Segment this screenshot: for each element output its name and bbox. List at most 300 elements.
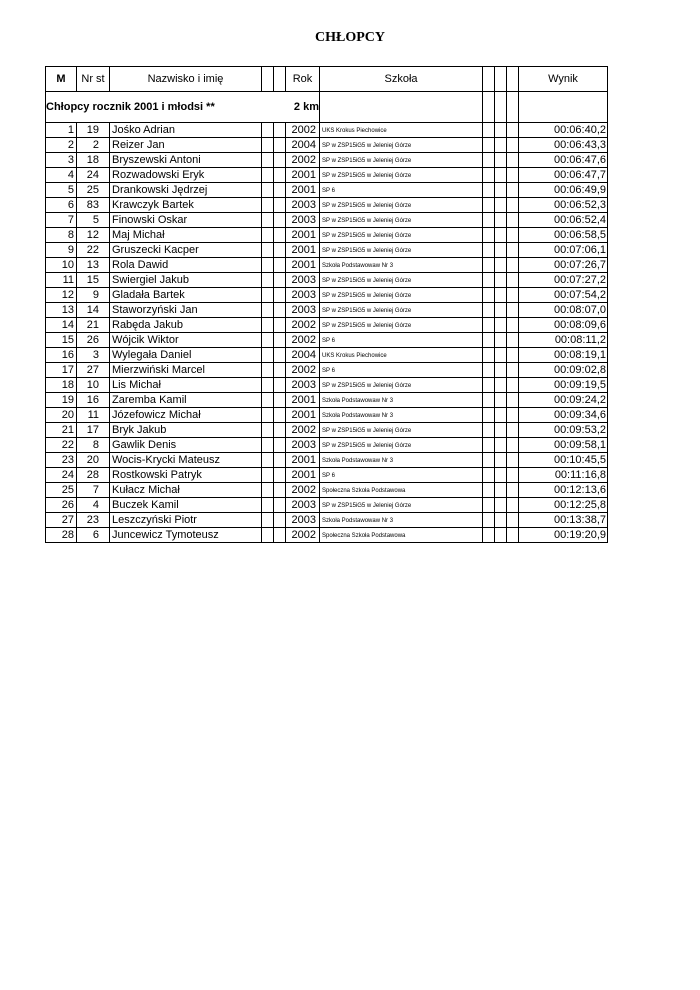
empty-cell	[262, 483, 274, 498]
empty-cell	[274, 408, 286, 423]
empty-cell	[507, 423, 519, 438]
result-cell: 00:08:11,2	[519, 333, 608, 348]
empty-cell	[262, 288, 274, 303]
school-cell: SP 6	[320, 333, 483, 348]
empty-cell	[495, 378, 507, 393]
result-cell: 00:09:02,8	[519, 363, 608, 378]
empty-cell	[274, 453, 286, 468]
empty-cell	[495, 198, 507, 213]
year-cell: 2001	[286, 228, 320, 243]
empty-cell	[507, 67, 519, 92]
empty-cell	[274, 498, 286, 513]
category-distance: 2 km	[286, 92, 320, 123]
place-cell: 18	[46, 378, 77, 393]
empty-cell	[483, 183, 495, 198]
place-cell: 7	[46, 213, 77, 228]
empty-cell	[507, 92, 519, 123]
result-cell: 00:07:06,1	[519, 243, 608, 258]
start-number-cell: 24	[77, 168, 110, 183]
empty-cell	[483, 483, 495, 498]
result-cell: 00:06:47,6	[519, 153, 608, 168]
empty-cell	[483, 138, 495, 153]
empty-cell	[507, 468, 519, 483]
name-cell: Wylegała Daniel	[110, 348, 262, 363]
empty-cell	[495, 348, 507, 363]
empty-cell	[507, 213, 519, 228]
empty-cell	[483, 92, 495, 123]
empty-cell	[262, 198, 274, 213]
name-cell: Rostkowski Patryk	[110, 468, 262, 483]
empty-cell	[262, 498, 274, 513]
page-title: CHŁOPCY	[315, 30, 385, 45]
empty-cell	[483, 288, 495, 303]
empty-cell	[274, 153, 286, 168]
place-cell: 24	[46, 468, 77, 483]
name-cell: Jośko Adrian	[110, 123, 262, 138]
name-cell: Józefowicz Michał	[110, 408, 262, 423]
empty-cell	[495, 333, 507, 348]
empty-cell	[495, 258, 507, 273]
empty-cell	[262, 408, 274, 423]
result-cell: 00:06:47,7	[519, 168, 608, 183]
school-cell: SP 6	[320, 468, 483, 483]
empty-cell	[274, 333, 286, 348]
empty-cell	[495, 468, 507, 483]
school-cell: SP w ZSP15iG5 w Jeleniej Górze	[320, 378, 483, 393]
empty-cell	[262, 438, 274, 453]
result-cell: 00:06:43,3	[519, 138, 608, 153]
start-number-cell: 19	[77, 123, 110, 138]
empty-cell	[507, 408, 519, 423]
table-row	[46, 483, 608, 498]
place-cell: 13	[46, 303, 77, 318]
name-cell: Rozwadowski Eryk	[110, 168, 262, 183]
empty-cell	[507, 438, 519, 453]
start-number-cell: 26	[77, 333, 110, 348]
empty-cell	[274, 288, 286, 303]
empty-cell	[507, 243, 519, 258]
start-number-cell: 18	[77, 153, 110, 168]
result-cell: 00:09:19,5	[519, 378, 608, 393]
empty-cell	[262, 273, 274, 288]
table-row	[46, 153, 608, 168]
empty-cell	[483, 453, 495, 468]
empty-cell	[519, 92, 608, 123]
empty-cell	[274, 123, 286, 138]
school-cell: UKS Krokus Piechowice	[320, 123, 483, 138]
place-cell: 14	[46, 318, 77, 333]
empty-cell	[483, 393, 495, 408]
table-row	[46, 168, 608, 183]
empty-cell	[274, 198, 286, 213]
empty-cell	[495, 92, 507, 123]
empty-cell	[507, 393, 519, 408]
school-cell: SP w ZSP15iG5 w Jeleniej Górze	[320, 273, 483, 288]
result-cell: 00:08:07,0	[519, 303, 608, 318]
table-row	[46, 318, 608, 333]
place-cell: 1	[46, 123, 77, 138]
place-cell: 27	[46, 513, 77, 528]
empty-cell	[262, 258, 274, 273]
header-name: Nazwisko i imię	[110, 67, 262, 92]
start-number-cell: 11	[77, 408, 110, 423]
empty-cell	[274, 438, 286, 453]
table-row	[46, 453, 608, 468]
year-cell: 2002	[286, 123, 320, 138]
empty-cell	[262, 468, 274, 483]
result-cell: 00:13:38,7	[519, 513, 608, 528]
empty-cell	[495, 393, 507, 408]
empty-cell	[262, 183, 274, 198]
school-cell: Szkoła Podstawowaw Nr 3	[320, 513, 483, 528]
place-cell: 25	[46, 483, 77, 498]
empty-cell	[495, 273, 507, 288]
table-row	[46, 378, 608, 393]
table-row	[46, 468, 608, 483]
name-cell: Kułacz Michał	[110, 483, 262, 498]
empty-cell	[495, 498, 507, 513]
start-number-cell: 3	[77, 348, 110, 363]
result-cell: 00:09:24,2	[519, 393, 608, 408]
empty-cell	[483, 168, 495, 183]
school-cell: SP w ZSP15iG5 w Jeleniej Górze	[320, 318, 483, 333]
name-cell: Zaremba Kamil	[110, 393, 262, 408]
year-cell: 2004	[286, 348, 320, 363]
table-row	[46, 198, 608, 213]
start-number-cell: 15	[77, 273, 110, 288]
empty-cell	[483, 348, 495, 363]
empty-cell	[507, 168, 519, 183]
name-cell: Krawczyk Bartek	[110, 198, 262, 213]
place-cell: 19	[46, 393, 77, 408]
name-cell: Rola Dawid	[110, 258, 262, 273]
year-cell: 2002	[286, 333, 320, 348]
empty-cell	[274, 528, 286, 543]
result-cell: 00:06:40,2	[519, 123, 608, 138]
name-cell: Mierzwiński Marcel	[110, 363, 262, 378]
place-cell: 21	[46, 423, 77, 438]
table-row	[46, 498, 608, 513]
school-cell: SP w ZSP15iG5 w Jeleniej Górze	[320, 303, 483, 318]
name-cell: Finowski Oskar	[110, 213, 262, 228]
place-cell: 11	[46, 273, 77, 288]
empty-cell	[274, 228, 286, 243]
empty-cell	[262, 513, 274, 528]
start-number-cell: 17	[77, 423, 110, 438]
empty-cell	[483, 228, 495, 243]
year-cell: 2002	[286, 423, 320, 438]
empty-cell	[507, 273, 519, 288]
place-cell: 16	[46, 348, 77, 363]
school-cell: Szkoła Podstawowaw Nr 3	[320, 453, 483, 468]
start-number-cell: 20	[77, 453, 110, 468]
year-cell: 2003	[286, 303, 320, 318]
empty-cell	[262, 228, 274, 243]
empty-cell	[483, 198, 495, 213]
empty-cell	[262, 423, 274, 438]
empty-cell	[483, 243, 495, 258]
start-number-cell: 6	[77, 528, 110, 543]
empty-cell	[495, 67, 507, 92]
year-cell: 2004	[286, 138, 320, 153]
empty-cell	[483, 213, 495, 228]
place-cell: 15	[46, 333, 77, 348]
year-cell: 2002	[286, 483, 320, 498]
empty-cell	[495, 243, 507, 258]
empty-cell	[495, 483, 507, 498]
result-cell: 00:12:13,6	[519, 483, 608, 498]
empty-cell	[262, 67, 274, 92]
result-cell: 00:08:19,1	[519, 348, 608, 363]
place-cell: 5	[46, 183, 77, 198]
empty-cell	[507, 363, 519, 378]
school-cell: Szkoła Podstawowaw Nr 3	[320, 258, 483, 273]
year-cell: 2003	[286, 213, 320, 228]
empty-cell	[262, 168, 274, 183]
empty-cell	[495, 513, 507, 528]
empty-cell	[507, 183, 519, 198]
place-cell: 2	[46, 138, 77, 153]
empty-cell	[507, 153, 519, 168]
empty-cell	[262, 123, 274, 138]
result-cell: 00:09:34,6	[519, 408, 608, 423]
table-row	[46, 213, 608, 228]
name-cell: Maj Michał	[110, 228, 262, 243]
name-cell: Swiergiel Jakub	[110, 273, 262, 288]
place-cell: 23	[46, 453, 77, 468]
start-number-cell: 27	[77, 363, 110, 378]
empty-cell	[262, 363, 274, 378]
category-row	[46, 92, 608, 123]
empty-cell	[262, 153, 274, 168]
header-school: Szkoła	[320, 67, 483, 92]
year-cell: 2002	[286, 153, 320, 168]
name-cell: Lis Michał	[110, 378, 262, 393]
year-cell: 2002	[286, 363, 320, 378]
empty-cell	[274, 483, 286, 498]
start-number-cell: 5	[77, 213, 110, 228]
school-cell: Szkoła Podstawowaw Nr 3	[320, 408, 483, 423]
name-cell: Gruszecki Kacper	[110, 243, 262, 258]
start-number-cell: 9	[77, 288, 110, 303]
name-cell: Gawlik Denis	[110, 438, 262, 453]
empty-cell	[274, 423, 286, 438]
place-cell: 3	[46, 153, 77, 168]
table-row	[46, 408, 608, 423]
year-cell: 2003	[286, 378, 320, 393]
empty-cell	[507, 483, 519, 498]
empty-cell	[483, 378, 495, 393]
empty-cell	[274, 213, 286, 228]
year-cell: 2001	[286, 408, 320, 423]
empty-cell	[262, 378, 274, 393]
year-cell: 2003	[286, 198, 320, 213]
empty-cell	[495, 528, 507, 543]
year-cell: 2001	[286, 453, 320, 468]
table-row	[46, 348, 608, 363]
year-cell: 2001	[286, 243, 320, 258]
name-cell: Drankowski Jędrzej	[110, 183, 262, 198]
school-cell: SP w ZSP15iG5 w Jeleniej Górze	[320, 198, 483, 213]
name-cell: Wójcik Wiktor	[110, 333, 262, 348]
empty-cell	[483, 303, 495, 318]
school-cell: Społeczna Szkoła Podstawowa	[320, 483, 483, 498]
start-number-cell: 22	[77, 243, 110, 258]
empty-cell	[483, 438, 495, 453]
empty-cell	[507, 348, 519, 363]
result-cell: 00:06:52,4	[519, 213, 608, 228]
empty-cell	[262, 213, 274, 228]
empty-cell	[483, 423, 495, 438]
result-cell: 00:07:54,2	[519, 288, 608, 303]
empty-cell	[274, 318, 286, 333]
result-cell: 00:11:16,8	[519, 468, 608, 483]
empty-cell	[495, 138, 507, 153]
place-cell: 9	[46, 243, 77, 258]
result-cell: 00:08:09,6	[519, 318, 608, 333]
empty-cell	[483, 513, 495, 528]
start-number-cell: 2	[77, 138, 110, 153]
start-number-cell: 28	[77, 468, 110, 483]
empty-cell	[507, 453, 519, 468]
empty-cell	[483, 528, 495, 543]
school-cell: SP w ZSP15iG5 w Jeleniej Górze	[320, 228, 483, 243]
empty-cell	[483, 258, 495, 273]
empty-cell	[495, 453, 507, 468]
name-cell: Buczek Kamil	[110, 498, 262, 513]
empty-cell	[274, 258, 286, 273]
empty-cell	[495, 423, 507, 438]
result-cell: 00:06:52,3	[519, 198, 608, 213]
empty-cell	[507, 513, 519, 528]
result-cell: 00:09:53,2	[519, 423, 608, 438]
empty-cell	[320, 92, 483, 123]
header-result: Wynik	[519, 67, 608, 92]
name-cell: Wocis-Krycki Mateusz	[110, 453, 262, 468]
result-cell: 00:09:58,1	[519, 438, 608, 453]
name-cell: Bryk Jakub	[110, 423, 262, 438]
result-cell: 00:19:20,9	[519, 528, 608, 543]
start-number-cell: 83	[77, 198, 110, 213]
place-cell: 10	[46, 258, 77, 273]
category-label: Chłopcy rocznik 2001 i młodsi **	[46, 92, 262, 123]
empty-cell	[495, 153, 507, 168]
year-cell: 2003	[286, 438, 320, 453]
empty-cell	[483, 67, 495, 92]
empty-cell	[274, 243, 286, 258]
empty-cell	[507, 198, 519, 213]
year-cell: 2001	[286, 168, 320, 183]
name-cell: Gladała Bartek	[110, 288, 262, 303]
place-cell: 28	[46, 528, 77, 543]
empty-cell	[274, 303, 286, 318]
empty-cell	[495, 408, 507, 423]
result-cell: 00:07:26,7	[519, 258, 608, 273]
empty-cell	[262, 393, 274, 408]
empty-cell	[483, 318, 495, 333]
start-number-cell: 10	[77, 378, 110, 393]
empty-cell	[274, 378, 286, 393]
empty-cell	[274, 92, 286, 123]
start-number-cell: 7	[77, 483, 110, 498]
year-cell: 2003	[286, 288, 320, 303]
empty-cell	[483, 408, 495, 423]
result-cell: 00:06:49,9	[519, 183, 608, 198]
school-cell: SP w ZSP15iG5 w Jeleniej Górze	[320, 213, 483, 228]
empty-cell	[262, 348, 274, 363]
table-row	[46, 138, 608, 153]
table-row	[46, 513, 608, 528]
name-cell: Leszczyński Piotr	[110, 513, 262, 528]
table-row	[46, 333, 608, 348]
empty-cell	[507, 288, 519, 303]
name-cell: Reizer Jan	[110, 138, 262, 153]
year-cell: 2003	[286, 513, 320, 528]
year-cell: 2003	[286, 273, 320, 288]
empty-cell	[483, 153, 495, 168]
table-row	[46, 288, 608, 303]
place-cell: 22	[46, 438, 77, 453]
empty-cell	[483, 498, 495, 513]
school-cell: SP w ZSP15iG5 w Jeleniej Górze	[320, 438, 483, 453]
table-row	[46, 273, 608, 288]
empty-cell	[507, 333, 519, 348]
table-row	[46, 393, 608, 408]
empty-cell	[507, 378, 519, 393]
result-cell: 00:06:58,5	[519, 228, 608, 243]
empty-cell	[274, 363, 286, 378]
place-cell: 26	[46, 498, 77, 513]
place-cell: 12	[46, 288, 77, 303]
school-cell: SP w ZSP15iG5 w Jeleniej Górze	[320, 168, 483, 183]
table-row	[46, 303, 608, 318]
start-number-cell: 4	[77, 498, 110, 513]
school-cell: SP 6	[320, 363, 483, 378]
school-cell: SP 6	[320, 183, 483, 198]
school-cell: SP w ZSP15iG5 w Jeleniej Górze	[320, 153, 483, 168]
place-cell: 6	[46, 198, 77, 213]
year-cell: 2001	[286, 468, 320, 483]
empty-cell	[495, 228, 507, 243]
year-cell: 2001	[286, 258, 320, 273]
empty-cell	[274, 183, 286, 198]
start-number-cell: 12	[77, 228, 110, 243]
empty-cell	[483, 273, 495, 288]
empty-cell	[495, 438, 507, 453]
table-row	[46, 363, 608, 378]
empty-cell	[495, 213, 507, 228]
empty-cell	[507, 228, 519, 243]
empty-cell	[495, 183, 507, 198]
empty-cell	[495, 318, 507, 333]
place-cell: 20	[46, 408, 77, 423]
place-cell: 8	[46, 228, 77, 243]
empty-cell	[495, 288, 507, 303]
empty-cell	[507, 498, 519, 513]
start-number-cell: 21	[77, 318, 110, 333]
table-row	[46, 243, 608, 258]
header-year: Rok	[286, 67, 320, 92]
start-number-cell: 23	[77, 513, 110, 528]
empty-cell	[262, 92, 274, 123]
empty-cell	[483, 468, 495, 483]
table-row	[46, 228, 608, 243]
table-row	[46, 183, 608, 198]
empty-cell	[507, 138, 519, 153]
school-cell: Szkoła Podstawowaw Nr 3	[320, 393, 483, 408]
empty-cell	[495, 363, 507, 378]
start-number-cell: 8	[77, 438, 110, 453]
